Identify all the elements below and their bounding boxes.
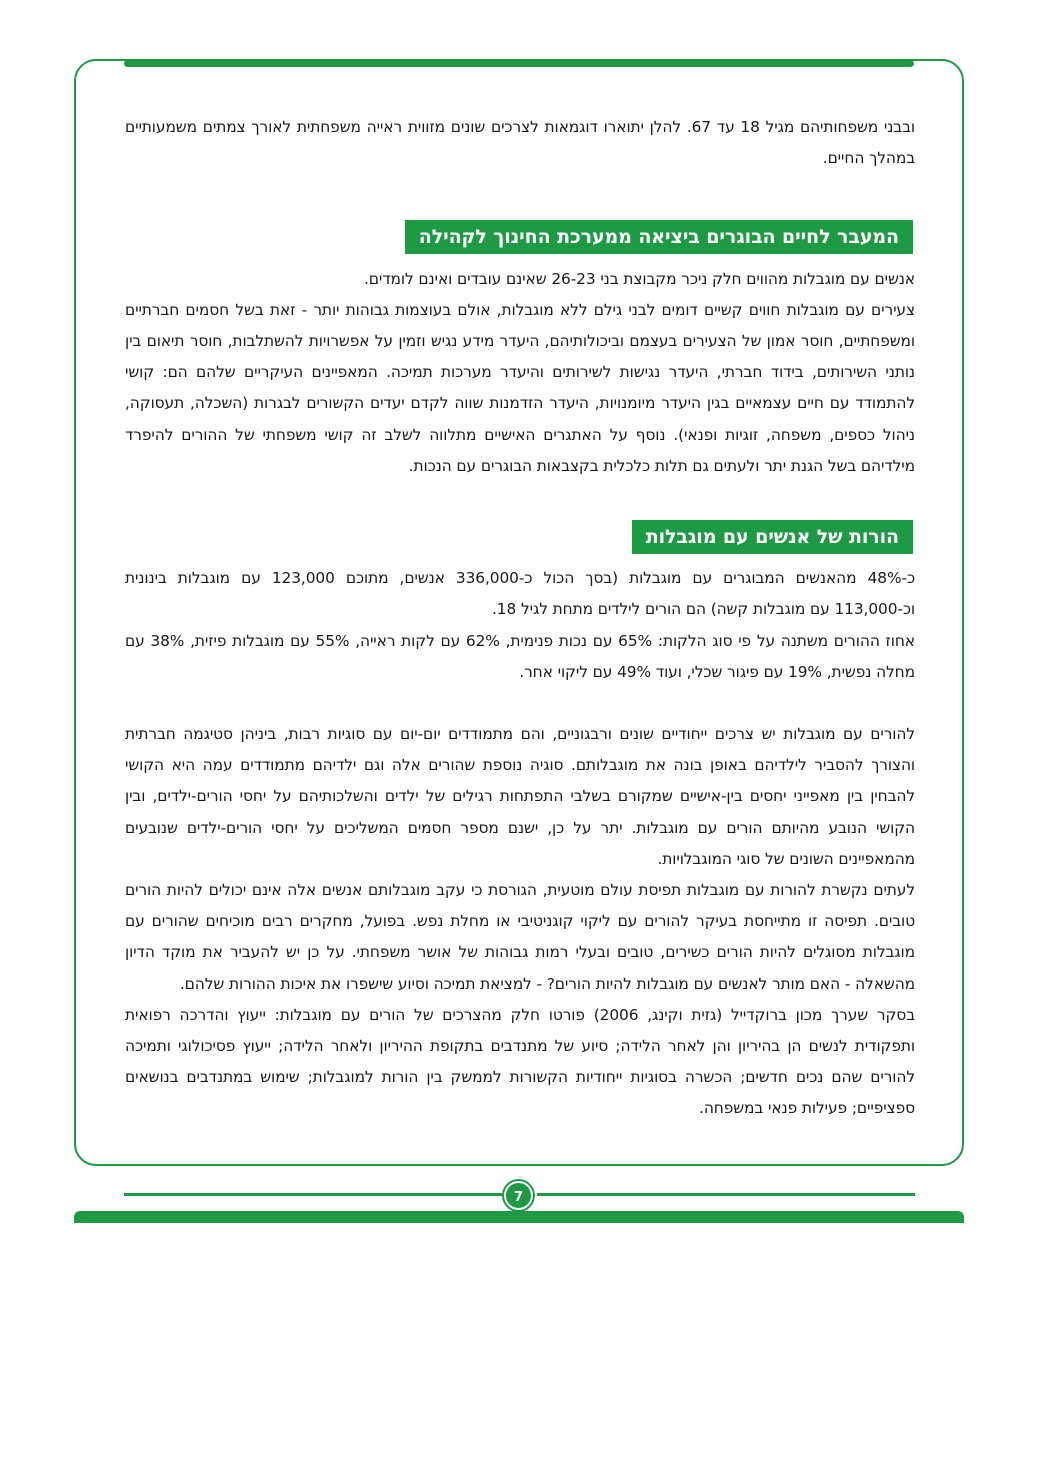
section-1 xyxy=(125,220,915,482)
intro-paragraph: ובבני משפחותיהם מגיל 18 עד 67. להלן יתוארו דוגמאות לצרכים שונים מזווית ראייה משפחתית לאורך צמתים משמעותיים במהלך החיים. xyxy=(125,118,915,168)
section-2-paragraph: לעתים נקשרת להורות עם מוגבלות תפיסת עולם מוטעית, הגורסת כי עקב מוגבלותם אנשים אלה אינם יכולים להיות הורים טובים. תפיסה זו מתייחסת בעיקר להורים עם ליקוי קוגניטיבי או מחלת נפש. בפועל, מחקרים רבים מוכיחים שהורים עם מוגבלות מסוגלים להיות הורים כשירים, טובים ובעלי רמות גבוהות של אושר משפחתי. על כן יש להעביר את מוקד הדיון מהשאלה - האם מותר לאנשים עם מוגבלות להיות הורים? - למציאת תמיכה וסיוע שישפרו את איכות ההורות שלהם. xyxy=(125,881,915,993)
section-1-paragraph: אנשים עם מוגבלות מהווים חלק ניכר מקבוצת בני 26-23 שאינם עובדים ואינם לומדים. xyxy=(364,269,915,288)
section-2 xyxy=(125,520,915,1125)
footer-line-left xyxy=(124,1193,502,1196)
section-2-paragraph: להורים עם מוגבלות יש צרכים ייחודיים שונים ורבגוניים, והם מתמודדים יום-יום עם סוגיות רבות, ביניהן סטיגמה חברתית והצורך להסביר לילדיהם באופן בונה את מוגבלותם. סוגיה נוספת שהורים אלה וגם ילדיהם מתמודדים עמה היא הקושי להבחין בין מאפייני יחסים בין-אישיים שמקורם בשלבי התפתחות רגילים של ילדים והשלכותיהם על יחסי הורים-ילדים, ובין הקושי הנובע מהיותם הורים עם מוגבלות. יתר על כן, ישנם מספר חסמים המשליכים על יחסי הורים-ילדים שנובעים מהמאפיינים השונים של סוגי המוגבלויות. xyxy=(125,725,915,868)
footer-band xyxy=(74,1211,964,1223)
section-2-paragraph: כ-48% מהאנשים המבוגרים עם מוגבלות (בסך הכול כ-336,000 אנשים, מתוכם 123,000 עם מוגבלות בינונית וכ-113,000 עם מוגבלות קשה) הם הורים לילדים מתחת לגיל 18. xyxy=(125,569,915,619)
page-body xyxy=(125,112,915,1125)
section-2-paragraph: אחוז ההורים משתנה על פי סוג הלקות: 65% עם נכות פנימית, 62% עם לקות ראייה, 55% עם מוגבלות פיזית, 38% עם מחלה נפשית, 19% עם פיגור שכלי, ועוד 49% עם ליקוי אחר. xyxy=(125,631,915,681)
section-2-paragraph: בסקר שערך מכון ברוקדייל (גזית וקינג, 2006) פורטו חלק מהצרכים של הורים עם מוגבלות: ייעוץ והדרכה רפואית ותפקודית לנשים הן בהיריון והן לאחר הלידה; סיוע של מתנדבים בתקופת ההיריון ולאחר הלידה; ייעוץ פסיכולוגי ותמיכה להורים שהם נכים חדשים; הכשרה בסוגיות ייחודיות הקשורות לממשק בין הורות למוגבלות; שימוש במתנדבים בנושאים ספציפיים; פעילות פנאי במשפחה. xyxy=(125,1005,915,1118)
page-number-badge: 7 xyxy=(504,1181,533,1210)
top-decorative-bar xyxy=(124,60,914,67)
section-heading-transition-to-adulthood: המעבר לחיים הבוגרים ביציאה ממערכת החינוך לקהילה xyxy=(405,220,913,254)
section-1-paragraph: צעירים עם מוגבלות חווים קשיים דומים לבני גילם ללא מוגבלות, אולם בעוצמות גבוהות יותר - זאת בשל חסמים חברתיים ומשפחתיים, חוסר אמון של הצעירים בעצמם וביכולותיהם, היעדר מידע נגיש וזמין על אפשרויות להשתלבות, חוסר תיאום בין נותני השירותים, בידוד חברתי, היעדר נגישות לשירותים והיעדר מערכות תמיכה. המאפיינים העיקריים שלהם הם: קושי להתמודד עם חיים עצמאיים בגין היעדר מיומנויות, היעדר הזדמנות שווה לקדם יעדים הקשורים לבגרות (השכלה, תעסוקה, ניהול כספים, משפחה, זוגיות ופנאי). נוסף על האתגרים האישיים מתלווה לשלב זה קושי משפחתי של ההורים להיפרד מילדיהם בשל הגנת יתר ולעתים גם תלות כלכלית בקצבאות הבוגרים עם הנכות. xyxy=(125,300,915,475)
section-heading-parenthood: הורות של אנשים עם מוגבלות xyxy=(632,520,913,554)
footer-line-right xyxy=(537,1193,915,1196)
